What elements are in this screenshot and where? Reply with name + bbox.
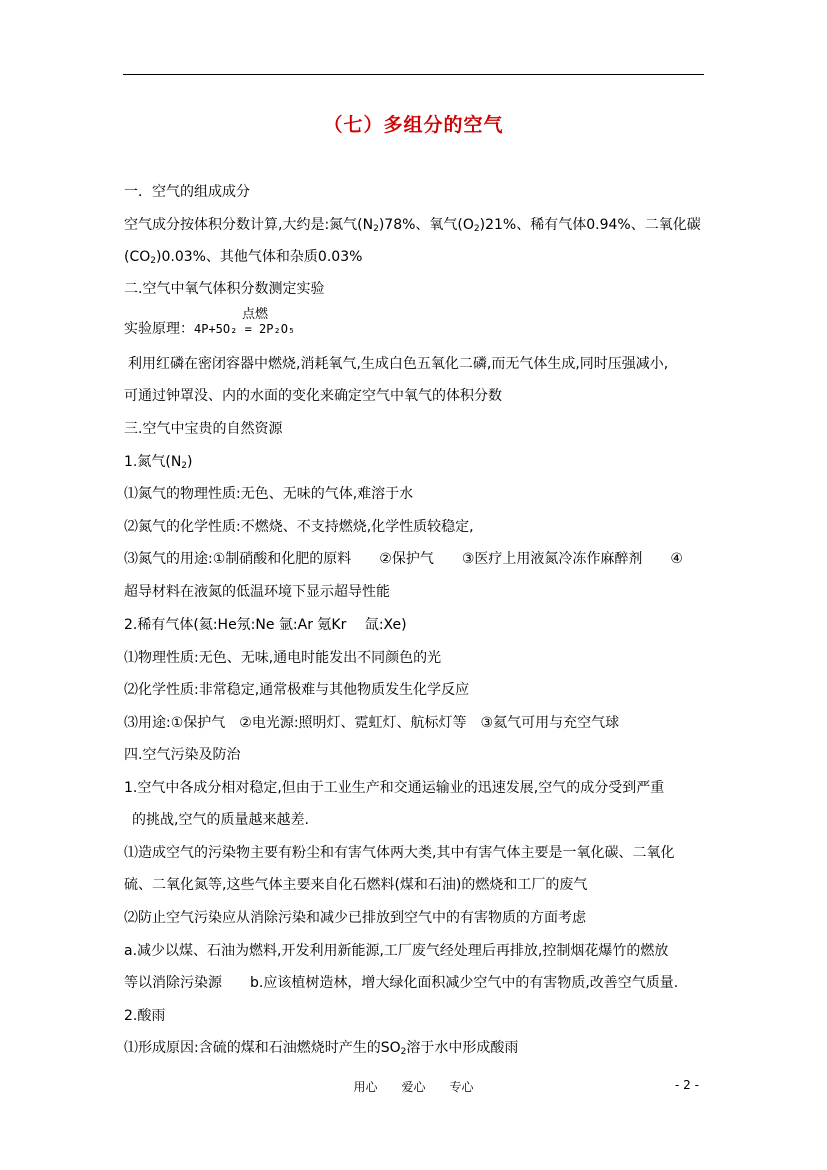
section-heading-1: 一．空气的组成成分	[124, 184, 250, 200]
paragraph-line: ⑴物理性质:无色、无味,通电时能发出不同颜色的光	[124, 650, 442, 666]
paragraph-line: ⑴形成原因:含硫的煤和石油燃烧时产生的$SO_2$溶于水中形成酸雨	[124, 1040, 519, 1057]
paragraph-line: 1.空气中各成分相对稳定,但由于工业生产和交通运输业的迅速发展,空气的成分受到严重	[124, 780, 665, 796]
subheading: 1.氮气$(N_2)$	[124, 454, 193, 471]
paragraph-line: ⑴氮气的物理性质:无色、无味的气体,难溶于水	[124, 486, 414, 502]
page-number: - 2 -	[675, 1078, 699, 1092]
header-rule	[123, 74, 704, 75]
section-heading-2: 二.空气中氧气体积分数测定实验	[124, 281, 325, 297]
section-heading-3: 三.空气中宝贵的自然资源	[124, 421, 283, 437]
chemical-equation: 点燃 4P+5O₂ = 2P₂O₅	[194, 307, 296, 336]
paragraph-line: ⑵化学性质:非常稳定,通常极难与其他物质发生化学反应	[124, 682, 470, 698]
paragraph-line: 超导材料在液氮的低温环境下显示超导性能	[124, 584, 390, 600]
page-title: （七）多组分的空气	[323, 114, 504, 136]
paragraph-line: a.减少以煤、石油为燃料,开发利用新能源,工厂废气经处理后再排放,控制烟花爆竹的燃放	[124, 943, 669, 959]
paragraph-line: 可通过钟罩没、内的水面的变化来确定空气中氧气的体积分数	[124, 388, 502, 404]
paragraph-line: ⑵防止空气污染应从消除污染和减少已排放到空气中的有害物质的方面考虑	[124, 910, 586, 926]
section-heading-4: 四.空气污染及防治	[124, 747, 241, 763]
paragraph-line: 空气成分按体积分数计算,大约是:氮气$(N_2)78\%$、氧气$(O_2)21\%$、稀有气体0.94%、二氧化碳	[124, 217, 701, 234]
paragraph-line: ⑵氮气的化学性质:不燃烧、不支持燃烧,化学性质较稳定,	[124, 519, 474, 535]
paragraph-line: $(CO_2)0.03\%$、其他气体和杂质0.03%	[124, 249, 363, 266]
paragraph-line: ⑶氮气的用途:①制硝酸和化肥的原料 ②保护气 ③医疗上用液氮冷冻作麻醉剂 ④	[124, 551, 683, 567]
subheading: 2.酸雨	[124, 1008, 166, 1024]
paragraph-line: ⑶用途:①保护气 ②电光源:照明灯、霓虹灯、航标灯等 ③氦气可用与充空气球	[124, 715, 620, 731]
equation-line: 实验原理： 点燃 4P+5O₂ = 2P₂O₅	[124, 319, 295, 340]
paragraph-line: ⑴造成空气的污染物主要有粉尘和有害气体两大类,其中有害气体主要是一氧化碳、二氧化	[124, 845, 675, 861]
footer-motto: 用心 爱心 专心	[353, 1080, 474, 1094]
paragraph-line: 利用红磷在密闭容器中燃烧,消耗氧气,生成白色五氧化二磷,而无气体生成,同时压强减小,	[128, 356, 669, 372]
paragraph-line: 等以消除污染源 b.应该植树造林，增大绿化面积减少空气中的有害物质,改善空气质量.	[124, 975, 679, 991]
paragraph-line: 的挑战,空气的质量越来越差.	[132, 812, 309, 828]
subheading: 2.稀有气体(氦:He氖:Ne 氩:Ar 氪Kr 氙:Xe)	[124, 617, 407, 633]
paragraph-line: 硫、二氧化氮等,这些气体主要来自化石燃料(煤和石油)的燃烧和工厂的废气	[124, 877, 588, 893]
